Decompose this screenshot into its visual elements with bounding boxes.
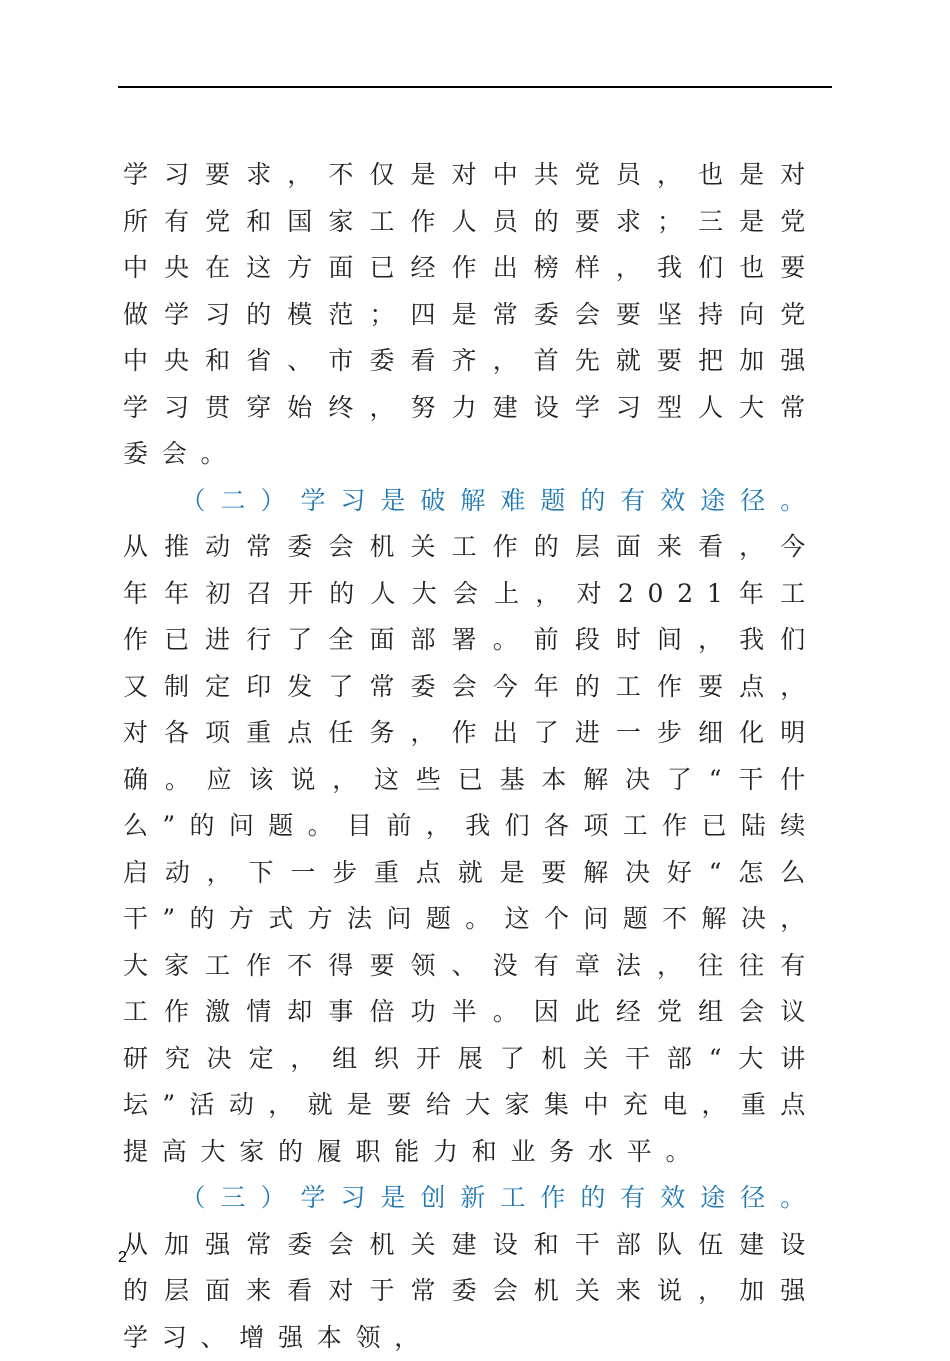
paragraph-1 bbox=[123, 152, 819, 478]
page-number: 2 bbox=[118, 1249, 127, 1266]
header-rule bbox=[118, 86, 832, 88]
paragraph-3 bbox=[123, 1175, 819, 1361]
paragraph-2-text: 从推动常委会机关工作的层面来看，今年年初召开的人大会上，对2021年工作已进行了全面部署。前段时间，我们又制定印发了常委会今年的工作要点，对各项重点任务，作出了进一步细化明确。应该说，这些已基本解决了“干什么”的问题。目前，我们各项工作已陆续启动，下一步重点就是要解决好“怎么干”的方式方法问题。这个问题不解决，大家工作不得要领、没有章法，往往有工作激情却事倍功半。因此经党组会议研究决定，组织开展了机关干部“大讲坛”活动，就是要给大家集中充电，重点提高大家的履职能力和业务水平。 bbox=[123, 532, 819, 1166]
paragraph-2 bbox=[123, 478, 819, 1176]
paragraph-1-text: 学习要求，不仅是对中共党员，也是对所有党和国家工作人员的要求；三是党中央在这方面已经作出榜样，我们也要做学习的模范；四是常委会要坚持向党中央和省、市委看齐，首先就要把加强学习贯穿始终，努力建设学习型人大常委会。 bbox=[123, 160, 819, 468]
section-heading-2: （二）学习是破解难题的有效途径。 bbox=[180, 485, 819, 515]
document-body bbox=[123, 152, 819, 1361]
paragraph-3-text: 从加强常委会机关建设和干部队伍建设的层面来看对于常委会机关来说，加强学习、增强本领， bbox=[123, 1229, 819, 1352]
section-heading-3: （三）学习是创新工作的有效途径。 bbox=[180, 1183, 819, 1212]
